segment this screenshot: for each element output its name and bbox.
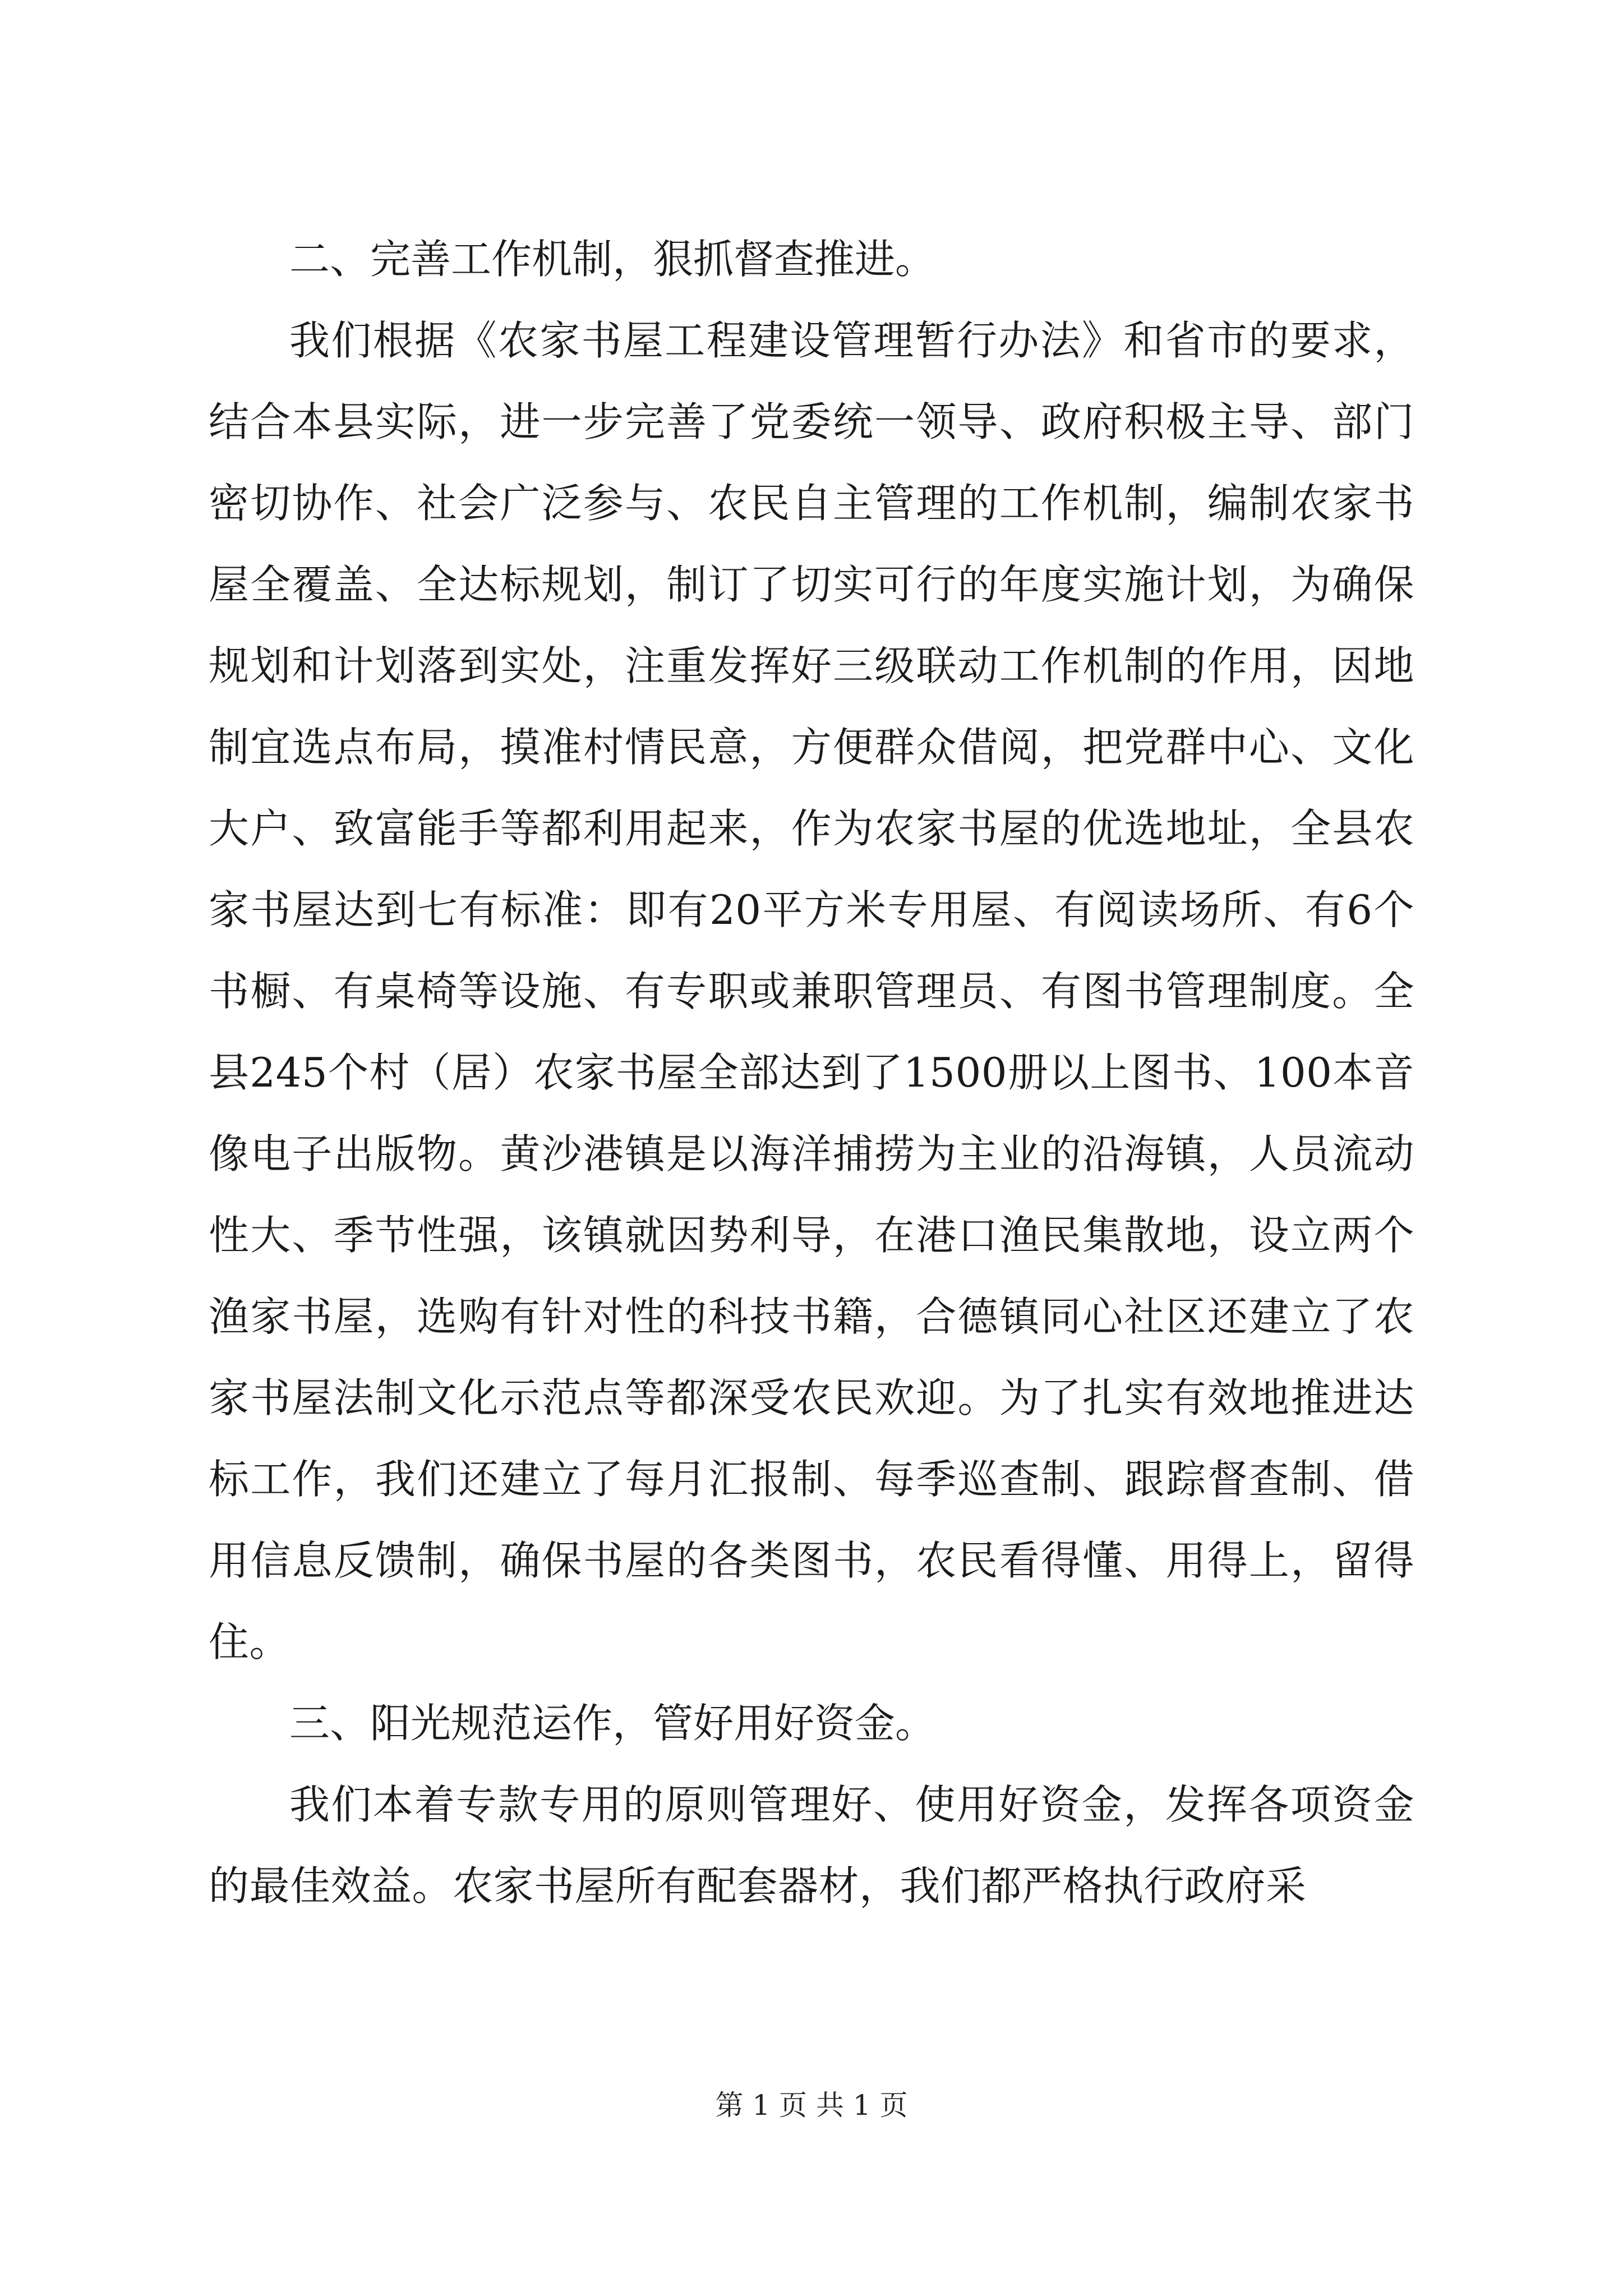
- section-3-heading: 三、阳光规范运作，管好用好资金。: [289, 1700, 936, 1747]
- page-footer: 第 1 页 共 1 页: [715, 2089, 908, 2122]
- section-2-paragraph: 我们根据《农家书屋工程建设管理暂行办法》和省市的要求，结合本县实际，进一步完善了党委统一领导、政府积极主导、部门密切协作、社会广泛参与、农民自主管理的工作机制，编制农家书屋全覆盖、全达标规划，制订了切实可行的年度实施计划，为确保规划和计划落到实处，注重发挥好三级联动工作机制的作用，因地制宜选点布局，摸准村情民意，方便群众借阅，把党群中心、文化大户、致富能手等都利用起来，作为农家书屋的优选地址，全县农家书屋达到七有标准：即有20平方米专用屋、有阅读场所、有6个书橱、有桌椅等设施、有专职或兼职管理员、有图书管理制度。全县245个村（居）农家书屋全部达到了1500册以上图书、100本音像电子出版物。黄沙港镇是以海洋捕捞为主业的沿海镇，人员流动性大、季节性强，该镇就因势利导，在港口渔民集散地，设立两个渔家书屋，选购有针对性的科技书籍，合德镇同心社区还建立了农家书屋法制文化示范点等都深受农民欢迎。为了扎实有效地推进达标工作，我们还建立了每月汇报制、每季巡查制、跟踪督查制、借用信息反馈制，确保书屋的各类图书，农民看得懂、用得上，留得住。: [209, 317, 1414, 1665]
- document-body: [209, 219, 1414, 1927]
- section-2-heading: 二、完善工作机制，狠抓督查推进。: [289, 236, 936, 283]
- section-3-paragraph: 我们本着专款专用的原则管理好、使用好资金，发挥各项资金的最佳效益。农家书屋所有配套器材，我们都严格执行政府采: [209, 1781, 1414, 1910]
